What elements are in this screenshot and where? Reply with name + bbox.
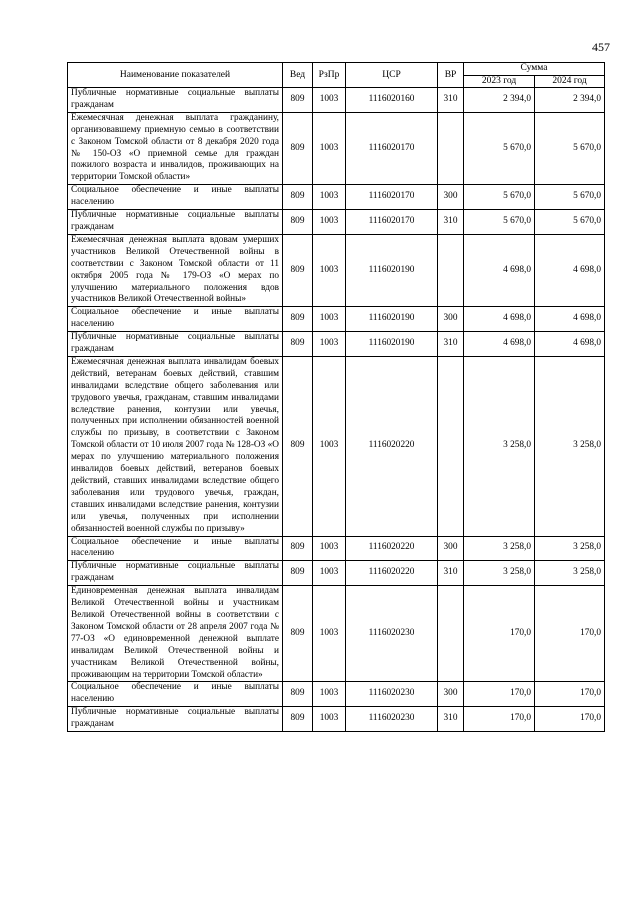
row-csr: 1116020170 <box>346 112 438 184</box>
row-amount-2023: 3 258,0 <box>464 536 535 561</box>
row-vr <box>438 234 464 306</box>
row-ved: 809 <box>283 185 313 210</box>
row-rzpr: 1003 <box>313 88 346 113</box>
row-rzpr: 1003 <box>313 112 346 184</box>
row-name: Публичные нормативные социальные выплаты гражданам <box>68 210 283 235</box>
table-row <box>68 561 605 586</box>
row-amount-2023: 5 670,0 <box>464 210 535 235</box>
table-row <box>68 210 605 235</box>
row-csr: 1116020190 <box>346 307 438 332</box>
row-rzpr: 1003 <box>313 561 346 586</box>
header-csr: ЦСР <box>346 63 438 88</box>
row-name: Ежемесячная денежная выплата вдовам умерших участников Великой Отечественной войны в соответствии с Законом Томской области от 11 октября 2005 года № 179-ОЗ «О мерах по улучшению материального положения вдов участников Великой Отечественной войны» <box>68 234 283 306</box>
row-name: Ежемесячная денежная выплата инвалидам боевых действий, ветеранам боевых действий, ставшим инвалидами вследствие общего заболевания или трудового увечья, гражданам, ставшим инвалидами вследствие ранения, контузии или увечья, полученных при исполнении обязанностей военной службы по призыву, в соответствии с Законом Томской области от 10 июля 2007 года № 128-ОЗ «О мерах по улучшению материального положения инвалидов боевых действий, ветеранов боевых действий, ставших инвалидами вследствие общего заболевания или трудового увечья, граждан, ставших инвалидами вследствие ранения, контузии или увечья, полученных при исполнении обязанностей военной службы по призыву» <box>68 356 283 536</box>
page-number: 457 <box>592 40 610 54</box>
row-vr: 300 <box>438 307 464 332</box>
row-amount-2024: 5 670,0 <box>535 112 605 184</box>
row-vr <box>438 356 464 536</box>
row-amount-2024: 170,0 <box>535 682 605 707</box>
table-row <box>68 707 605 732</box>
row-ved: 809 <box>283 332 313 357</box>
row-amount-2023: 4 698,0 <box>464 332 535 357</box>
row-amount-2023: 5 670,0 <box>464 185 535 210</box>
row-amount-2023: 2 394,0 <box>464 88 535 113</box>
row-amount-2024: 170,0 <box>535 586 605 682</box>
row-name: Ежемесячная денежная выплата гражданину, организовавшему приемную семью в соответствии с Законом Томской области от 8 декабря 2020 года № 150-ОЗ «О приемной семье для граждан пожилого возраста и инвалидов, проживающих на территории Томской области» <box>68 112 283 184</box>
budget-table <box>67 62 605 732</box>
table-row <box>68 586 605 682</box>
row-amount-2023: 170,0 <box>464 586 535 682</box>
row-csr: 1116020170 <box>346 185 438 210</box>
table-body <box>68 88 605 732</box>
row-rzpr: 1003 <box>313 682 346 707</box>
header-sum: Сумма <box>464 63 605 76</box>
header-year-2023: 2023 год <box>464 75 535 88</box>
row-ved: 809 <box>283 356 313 536</box>
row-amount-2024: 3 258,0 <box>535 356 605 536</box>
row-amount-2024: 170,0 <box>535 707 605 732</box>
row-rzpr: 1003 <box>313 707 346 732</box>
row-rzpr: 1003 <box>313 210 346 235</box>
table-row <box>68 356 605 536</box>
header-name: Наименование показателей <box>68 63 283 88</box>
row-name: Социальное обеспечение и иные выплаты населению <box>68 536 283 561</box>
row-amount-2024: 5 670,0 <box>535 210 605 235</box>
row-ved: 809 <box>283 561 313 586</box>
row-csr: 1116020190 <box>346 332 438 357</box>
row-name: Единовременная денежная выплата инвалидам Великой Отечественной войны и участникам Великой Отечественной войны в соответствии с Законом Томской области от 28 апреля 2007 года № 77-ОЗ «О единовременной денежной выплате инвалидам Великой Отечественной войны и участникам Великой Отечественной войны, проживающим на территории Томской области» <box>68 586 283 682</box>
header-ved: Вед <box>283 63 313 88</box>
row-amount-2023: 4 698,0 <box>464 307 535 332</box>
header-rzpr: РзПр <box>313 63 346 88</box>
row-amount-2024: 4 698,0 <box>535 234 605 306</box>
table-row <box>68 234 605 306</box>
row-name: Публичные нормативные социальные выплаты гражданам <box>68 332 283 357</box>
table-row <box>68 307 605 332</box>
row-ved: 809 <box>283 586 313 682</box>
table-row <box>68 682 605 707</box>
row-amount-2023: 4 698,0 <box>464 234 535 306</box>
row-csr: 1116020190 <box>346 234 438 306</box>
row-ved: 809 <box>283 234 313 306</box>
row-rzpr: 1003 <box>313 332 346 357</box>
row-amount-2024: 2 394,0 <box>535 88 605 113</box>
row-csr: 1116020230 <box>346 682 438 707</box>
row-ved: 809 <box>283 307 313 332</box>
row-csr: 1116020160 <box>346 88 438 113</box>
row-amount-2023: 170,0 <box>464 682 535 707</box>
row-amount-2023: 3 258,0 <box>464 561 535 586</box>
row-ved: 809 <box>283 682 313 707</box>
header-vr: ВР <box>438 63 464 88</box>
row-ved: 809 <box>283 88 313 113</box>
table-row <box>68 332 605 357</box>
row-amount-2023: 170,0 <box>464 707 535 732</box>
row-vr <box>438 586 464 682</box>
row-amount-2024: 3 258,0 <box>535 536 605 561</box>
row-csr: 1116020230 <box>346 586 438 682</box>
table-row <box>68 88 605 113</box>
row-amount-2023: 3 258,0 <box>464 356 535 536</box>
row-csr: 1116020220 <box>346 536 438 561</box>
row-vr: 310 <box>438 332 464 357</box>
row-amount-2023: 5 670,0 <box>464 112 535 184</box>
row-ved: 809 <box>283 707 313 732</box>
row-rzpr: 1003 <box>313 586 346 682</box>
row-csr: 1116020220 <box>346 561 438 586</box>
row-vr: 310 <box>438 707 464 732</box>
row-rzpr: 1003 <box>313 185 346 210</box>
table-row <box>68 112 605 184</box>
row-name: Публичные нормативные социальные выплаты гражданам <box>68 707 283 732</box>
row-name: Социальное обеспечение и иные выплаты населению <box>68 682 283 707</box>
row-csr: 1116020170 <box>346 210 438 235</box>
row-name: Публичные нормативные социальные выплаты гражданам <box>68 561 283 586</box>
row-rzpr: 1003 <box>313 307 346 332</box>
row-vr: 310 <box>438 88 464 113</box>
row-rzpr: 1003 <box>313 536 346 561</box>
row-rzpr: 1003 <box>313 356 346 536</box>
row-amount-2024: 5 670,0 <box>535 185 605 210</box>
row-name: Социальное обеспечение и иные выплаты населению <box>68 185 283 210</box>
table-row <box>68 185 605 210</box>
row-amount-2024: 4 698,0 <box>535 332 605 357</box>
row-name: Публичные нормативные социальные выплаты гражданам <box>68 88 283 113</box>
row-vr <box>438 112 464 184</box>
row-vr: 300 <box>438 682 464 707</box>
row-rzpr: 1003 <box>313 234 346 306</box>
table-row <box>68 536 605 561</box>
row-vr: 300 <box>438 185 464 210</box>
table-header <box>68 63 605 88</box>
row-csr: 1116020220 <box>346 356 438 536</box>
row-vr: 310 <box>438 561 464 586</box>
row-vr: 300 <box>438 536 464 561</box>
row-csr: 1116020230 <box>346 707 438 732</box>
row-amount-2024: 4 698,0 <box>535 307 605 332</box>
row-ved: 809 <box>283 210 313 235</box>
header-year-2024: 2024 год <box>535 75 605 88</box>
row-name: Социальное обеспечение и иные выплаты населению <box>68 307 283 332</box>
row-ved: 809 <box>283 536 313 561</box>
row-ved: 809 <box>283 112 313 184</box>
row-amount-2024: 3 258,0 <box>535 561 605 586</box>
row-vr: 310 <box>438 210 464 235</box>
